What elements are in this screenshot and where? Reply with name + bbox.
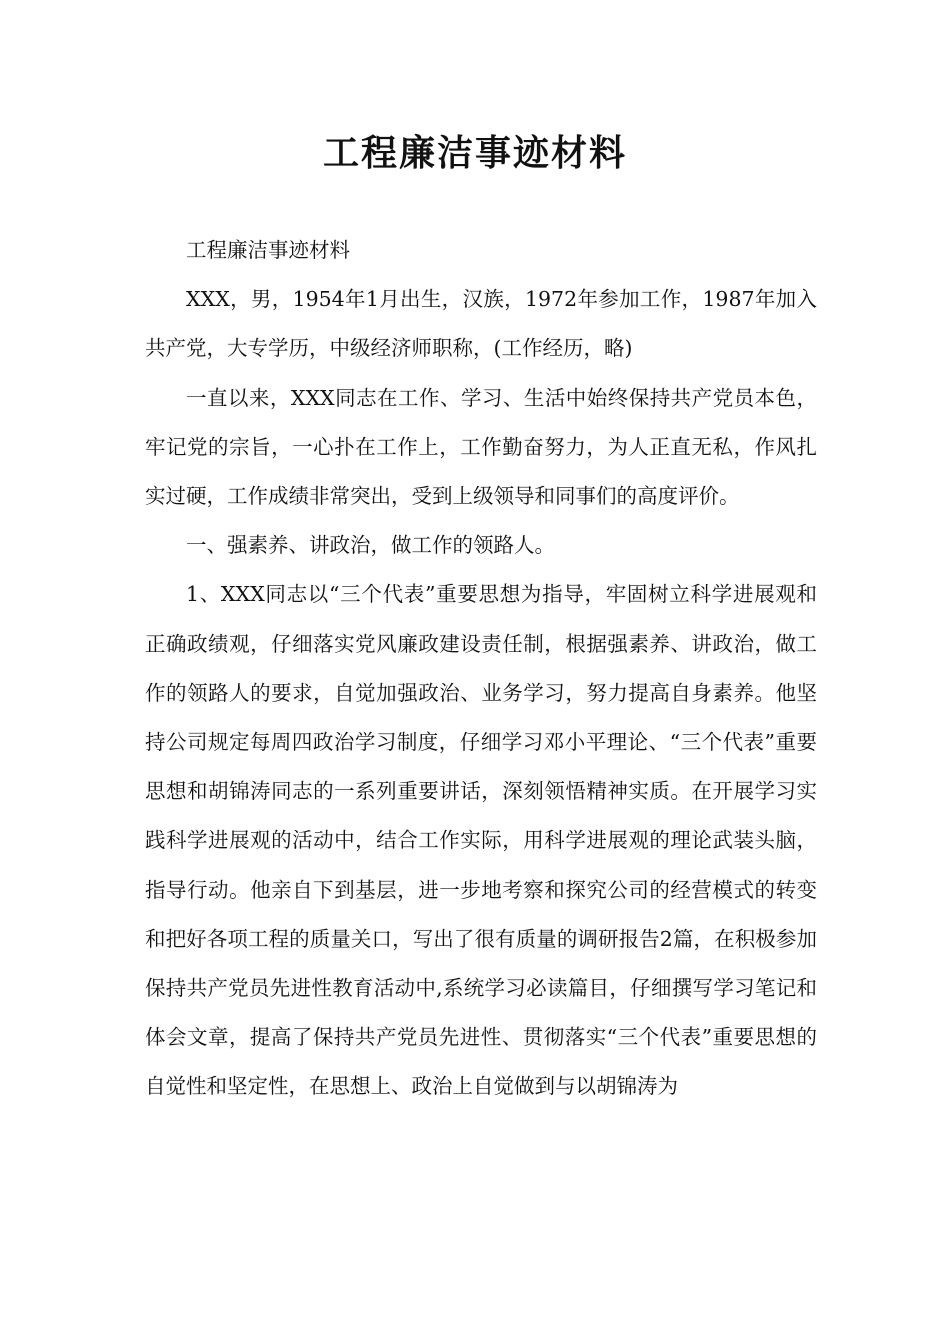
paragraph-item-1: 1、XXX同志以“三个代表”重要思想为指导，牢固树立科学进展观和正确政绩观，仔细落实党风廉政建设责任制，根据强素养、讲政治，做工作的领路人的要求，自觉加强政治、业务学习，努力提高自身素养。他坚持公司规定每周四政治学习制度，仔细学习邓小平理论、“三个代表”重要思想和胡锦涛同志的一系列重要讲话，深刻领悟精神实质。在开展学习实践科学进展观的活动中，结合工作实际，用科学进展观的理论武装头脑，指导行动。他亲自下到基层，进一步地考察和探究公司的经营模式的转变和把好各项工程的质量关口，写出了很有质量的调研报告2篇，在积极参加保持共产党员先进性教育活动中,系统学习必读篇目，仔细撰写学习笔记和体会文章，提高了保持共产党员先进性、贯彻落实“三个代表”重要思想的自觉性和坚定性，在思想上、政治上自觉做到与以胡锦涛为 [145,582,817,1099]
document-body [145,226,817,1112]
document-title: 工程廉洁事迹材料 [322,133,627,174]
paragraph-personal-info: XXX，男，1954年1月出生，汉族，1972年参加工作，1987年加入共产党，大专学历，中级经济师职称，(工作经历，略) [145,287,817,361]
paragraph-section-heading: 一、强素养、讲政治，做工作的领路人。 [186,533,555,558]
paragraph-overview: 一直以来，XXX同志在工作、学习、生活中始终保持共产党员本色，牢记党的宗旨，一心扑在工作上，工作勤奋努力，为人正直无私，作风扎实过硬，工作成绩非常突出，受到上级领导和同事们的高度评价。 [145,385,817,509]
paragraph-subtitle: 工程廉洁事迹材料 [186,238,350,262]
